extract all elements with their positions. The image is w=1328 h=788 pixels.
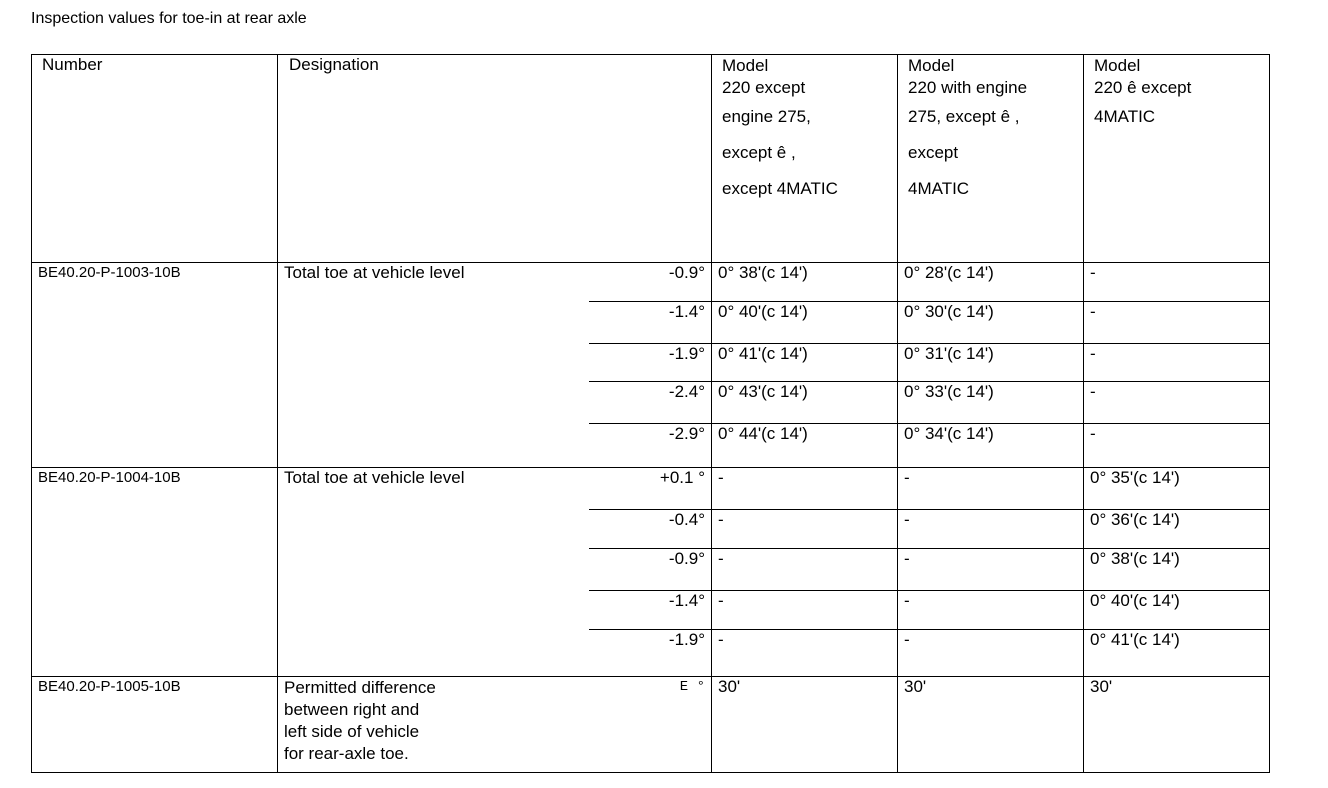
vehicle-level: -1.4°: [589, 302, 712, 344]
model-1-value: -: [712, 510, 898, 549]
table-row: [32, 263, 1270, 302]
model-3-line-2: 220 ê except: [1094, 78, 1192, 97]
model-2-value: 0° 34'(c 14'): [898, 424, 1084, 468]
permitted-difference-symbol: E °: [589, 677, 712, 773]
model-1-value: -: [712, 630, 898, 677]
vehicle-level: -1.4°: [589, 591, 712, 630]
row-number: BE40.20-P-1003-10B: [32, 263, 278, 468]
model-2-value: 0° 30'(c 14'): [898, 302, 1084, 344]
page-title: Inspection values for toe-in at rear axle: [31, 10, 307, 27]
model-3-value: 0° 38'(c 14'): [1084, 549, 1270, 591]
row-number: BE40.20-P-1004-10B: [32, 468, 278, 677]
model-2-value: -: [898, 510, 1084, 549]
model-1-line-2: 220 except: [722, 78, 806, 97]
model-3-line-3: 4MATIC: [1094, 107, 1156, 126]
model-3-value: 0° 41'(c 14'): [1084, 630, 1270, 677]
model-1-value: 30': [712, 677, 898, 773]
vehicle-level: +0.1 °: [589, 468, 712, 510]
vehicle-level: -0.4°: [589, 510, 712, 549]
inspection-table: [31, 54, 1270, 773]
model-1-value: 0° 41'(c 14'): [712, 344, 898, 382]
row-number: BE40.20-P-1005-10B: [32, 677, 278, 773]
model-2-value: -: [898, 591, 1084, 630]
model-1-value: 0° 44'(c 14'): [712, 424, 898, 468]
model-2-label: Model: [908, 56, 955, 75]
header-model-2: [898, 55, 1084, 263]
model-1-value: 0° 43'(c 14'): [712, 382, 898, 424]
model-2-value: 0° 33'(c 14'): [898, 382, 1084, 424]
model-3-value: -: [1084, 263, 1270, 302]
model-1-value: 0° 40'(c 14'): [712, 302, 898, 344]
header-number: Number: [32, 55, 278, 263]
vehicle-level: -1.9°: [589, 344, 712, 382]
header-model-1: [712, 55, 898, 263]
row-designation: Total toe at vehicle level: [278, 468, 589, 677]
model-2-value: 30': [898, 677, 1084, 773]
model-3-value: 0° 40'(c 14'): [1084, 591, 1270, 630]
model-1-label: Model: [722, 56, 769, 75]
row-designation: Permitted difference between right and left side of vehicle for rear-axle toe.: [278, 677, 589, 773]
model-3-value: 0° 35'(c 14'): [1084, 468, 1270, 510]
model-1-value: -: [712, 549, 898, 591]
model-2-value: -: [898, 549, 1084, 591]
vehicle-level: -2.9°: [589, 424, 712, 468]
model-1-value: -: [712, 468, 898, 510]
model-3-value: -: [1084, 302, 1270, 344]
header-model-3: [1084, 55, 1270, 263]
model-1-line-4: except ê ,: [722, 143, 796, 162]
vehicle-level: -1.9°: [589, 630, 712, 677]
row-designation: Total toe at vehicle level: [278, 263, 589, 468]
model-1-value: 0° 38'(c 14'): [712, 263, 898, 302]
model-2-value: 0° 31'(c 14'): [898, 344, 1084, 382]
model-2-value: -: [898, 630, 1084, 677]
model-3-value: -: [1084, 344, 1270, 382]
model-1-value: -: [712, 591, 898, 630]
model-1-line-5: except 4MATIC: [722, 179, 838, 198]
vehicle-level: -0.9°: [589, 263, 712, 302]
table-row: [32, 677, 1270, 773]
model-3-value: 0° 36'(c 14'): [1084, 510, 1270, 549]
model-2-value: 0° 28'(c 14'): [898, 263, 1084, 302]
model-2-line-4: except: [908, 143, 959, 162]
model-2-line-3: 275, except ê ,: [908, 107, 1020, 126]
model-3-value: -: [1084, 382, 1270, 424]
header-designation: Designation: [278, 55, 712, 263]
vehicle-level: -2.4°: [589, 382, 712, 424]
model-2-line-2: 220 with engine: [908, 78, 1028, 97]
model-2-value: -: [898, 468, 1084, 510]
header-row: [32, 55, 1270, 263]
table-row: [32, 468, 1270, 510]
model-3-value: 30': [1084, 677, 1270, 773]
vehicle-level: -0.9°: [589, 549, 712, 591]
model-2-line-5: 4MATIC: [908, 179, 970, 198]
model-1-line-3: engine 275,: [722, 107, 811, 126]
model-3-value: -: [1084, 424, 1270, 468]
model-3-label: Model: [1094, 56, 1141, 75]
